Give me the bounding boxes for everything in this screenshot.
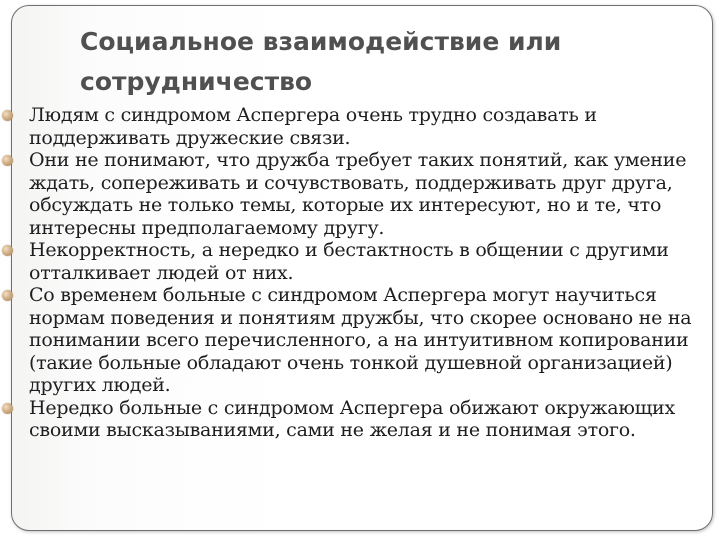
bullet-text: Со временем больные с синдромом Аспергера могут научиться нормам поведения и понятиям дружбы, что скорее основано не на понимании всего перечисленного, а на интуитивном копировании (такие больные обладают очень тонкой душевной организацией) других людей. [29,284,692,396]
bullet-text: Некорректность, а нередко и бестактность в общении с другими отталкивает людей от них. [29,239,669,284]
bullet-text: Людям с синдромом Аспергера очень трудно создавать и поддерживать дружеские связи. [29,104,597,149]
bullet-dot-icon [2,245,13,256]
bullet-list [0,104,712,442]
bullet-item [0,149,712,239]
bullet-dot-icon [2,155,13,166]
bullet-text: Они не понимают, что дружба требует таких понятий, как умение ждать, сопереживать и сочувствовать, поддерживать друг друга, обсуждать не только темы, которые их интересуют, но и те, что интересны предполагаемому другу. [29,149,687,239]
bullet-dot-icon [2,110,13,121]
bullet-item [0,239,712,284]
bullet-dot-icon [2,290,13,301]
slide-title: Социальное взаимодействие или сотрудничество [80,27,562,96]
bullet-text: Нередко больные с синдромом Аспергера обижают окружающих своими высказываниями, сами не желая и не понимая этого. [29,396,675,441]
bullet-item [0,397,712,442]
bullet-dot-icon [2,403,13,414]
bullet-item [0,104,712,149]
bullet-item [0,284,712,397]
